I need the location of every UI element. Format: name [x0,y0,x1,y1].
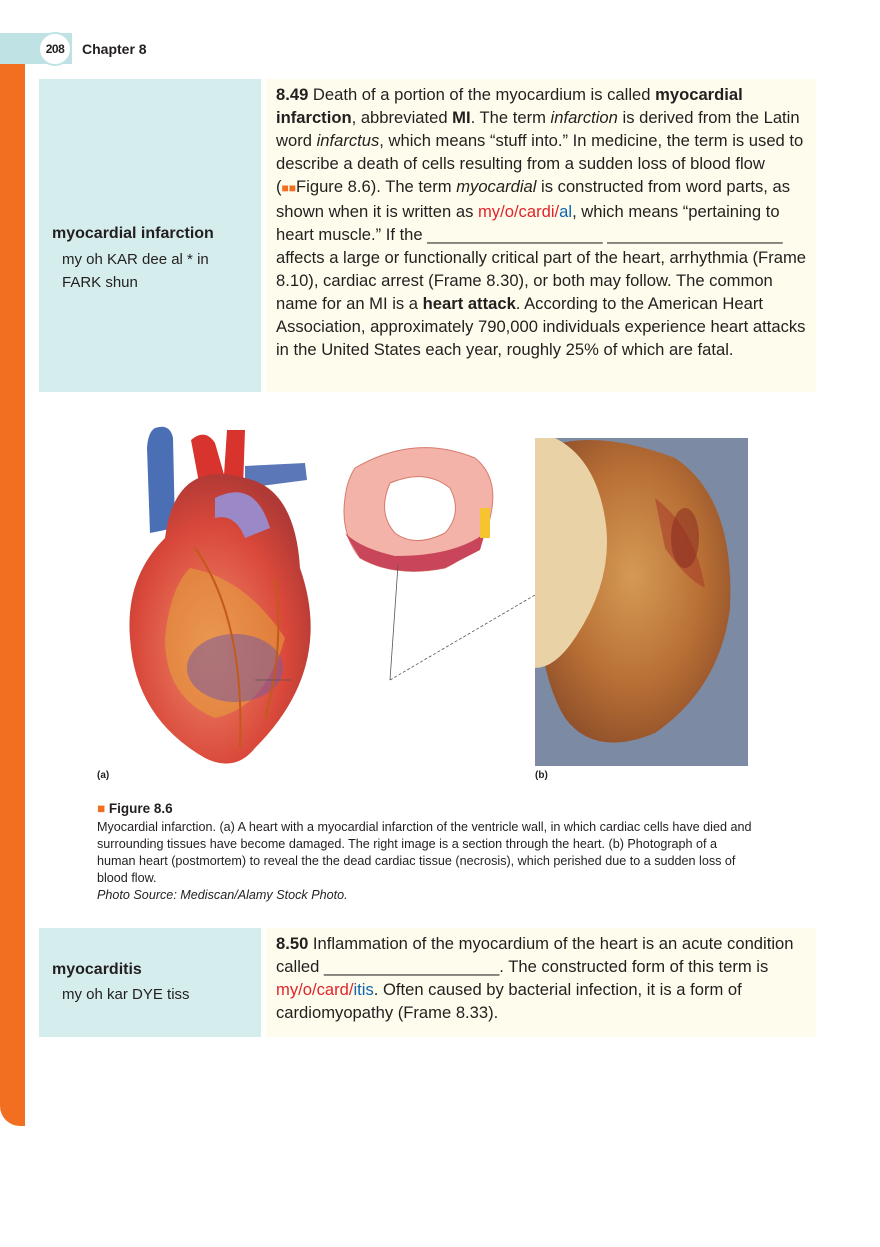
connector-lines [380,560,540,690]
photo-source: Photo Source: Mediscan/Alamy Stock Photo. [97,888,348,902]
figure-square-icon: ■ [97,801,106,816]
pronunciation: my oh kar DYE tiss [62,986,190,1003]
figure-label-b: (b) [535,770,548,781]
figure-label-a: (a) [97,770,110,781]
term-title: myocardial infarction [52,225,214,242]
word-parts-red: my/o/cardi/ [477,202,560,221]
figure-title: ■ Figure 8.6 [97,801,173,816]
word-parts-blue: itis [353,980,374,999]
pronunciation: my oh KAR dee al * in FARK shun [62,251,209,291]
heart-illustration [95,418,375,780]
term-box-myocardial-infarction [39,79,261,392]
frame-number: 8.50 [276,934,309,953]
term-title: myocarditis [52,961,142,978]
page-number: 208 [38,32,72,66]
term-box-myocarditis [39,928,261,1037]
orange-side-bar [0,64,25,1126]
frame-8-49 [266,79,816,392]
figure-caption: Myocardial infarction. (a) A heart with a myocardial infarction of the ventricle wall, in which cardiac cells have died and surrounding tissues have become damaged. The right image is a section through the heart. (b) Photograph of a human heart (postmortem) to reveal the the dead cardiac tissue (necrosis), which perished due to a sudden loss of blood flow. [97,820,752,885]
heart-cross-section [335,438,505,578]
heart-photograph [535,438,748,766]
word-parts-blue: al [559,202,573,221]
chapter-label: Chapter 8 [82,41,147,57]
word-parts-red: my/o/card/ [276,980,354,999]
frame-text: 8.49 Death of a portion of the myocardium is called myocardial infarction, abbreviated MI. The term infarction is derived from the Latin word infarctus, which means “stuff into.” In medicine, the term is used to describe a death of cells resulting from a sudden loss of blood flow (■■Figure 8.6). The term myocardial is constructed from word parts, as shown when it is written as my/o/cardi/al, which means “pertaining to heart muscle.” If the ___________________ ___________________ affects a large or functionally critical part of the heart, arrhythmia (Frame 8.10), cardiac arrest (Frame 8.30), or both may follow. The common name for an MI is a heart attack. According to the American Heart Association, approximately 790,000 individuals experience heart attacks in the United States each year, roughly 25% of which are fatal. [276,85,806,359]
frame-number: 8.49 [276,85,309,104]
frame-text: 8.50 Inflammation of the myocardium of the heart is an acute condition called ___________________. The constructed form of this term is my/o/card/itis. Often caused by bacterial infection, it is a form of cardiomyopathy (Frame 8.33). [276,934,794,1022]
figure-marker-icon: ■■ [281,181,297,195]
frame-8-50 [266,928,816,1037]
